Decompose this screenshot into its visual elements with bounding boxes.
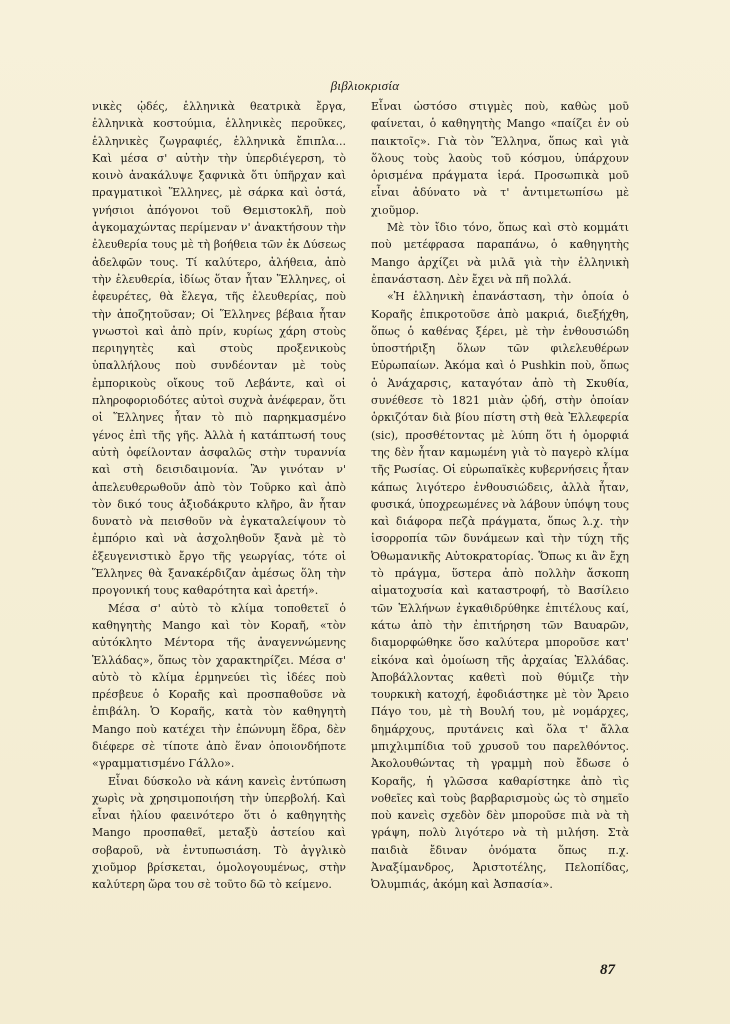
right-paragraph-3: «Ἡ ἑλληνικὴ ἐπανάσταση, τὴν ὁποία ὁ Κοραῆς ἐπικροτοῦσε ἀπὸ μακριά, διεξήχθη, ὅπως ὁ καθένας ξέρει, μὲ τὴν ἐνθουσιώδη ὑποστήριξη ὅλων τῶν φιλελευθέρων Εὐρωπαίων. Ἀκόμα καὶ ὁ Pushkin ποὺ, ὅπως ὁ Ἀνάχαρσις, καταγόταν ἀπὸ τὴ Σκυθία, συνέθεσε τὸ 1821 μιὰν ᾠδή, στὴν ὁποίαν ὁρκιζόταν διὰ βίου πίστη στὴ θεὰ Ἐλλεφερία (sic), προσθέτοντας μὲ λύπη ὅτι ἡ ὁμορφιά της δὲν ἦταν καμωμένη γιὰ τὸ παγερὸ κλίμα τῆς Ρωσίας. Οἱ εὐρωπαϊκὲς κυβερνήσεις ἦταν κάπως λιγότερο ἐνθουσιώδεις, ἀλλὰ ἦταν, φυσικά, ὑποχρεωμένες νὰ λάβουν ὑπόψη τους καὶ διάφορα πεζὰ πράγματα, ὅπως λ.χ. τὴν ἰσορροπία τῶν δυνάμεων καὶ τὴν τύχη τῆς Ὀθωμανικῆς Αὐτοκρατορίας. Ὅπως κι ἂν ἔχη τὸ πράγμα, ὕστερα ἀπὸ πολλὴν ἄσκοπη αἱματοχυσία καὶ καταστροφή, τὸ Βασίλειο τῶν Ἑλλήνων ἐγκαθιδρύθηκε ἐπιτέλους καί, κάτω ἀπὸ τὴν ἐπιτήρηση τῶν Βαυαρῶν, διαμορφώθηκε ὅσο καλύτερα μποροῦσε κατ' εἰκόνα καὶ ὁμοίωση τῆς ἀρχαίας Ἑλλάδας. Ἀποβάλλοντας καθετὶ ποὺ θύμιζε τὴν τουρκικὴ κατοχή, ἐφοδιάστηκε μὲ τὸν Ἄρειο Πάγο του, μὲ τὴ Βουλή του, μὲ νομάρχες, δημάρχους, πρυτάνεις καὶ ὅλα τ' ἄλλα μπιχλιμπίδια τοῦ χρυσοῦ του παρελθόντος. Ἀκολουθώντας τὴ γραμμὴ ποὺ ἔδωσε ὁ Κοραῆς, ἡ γλῶσσα καθαρίστηκε ἀπὸ τὶς νοθεῖες καὶ τοὺς βαρβαρισμοὺς ὡς τὸ σημεῖο ποὺ κανεὶς σχεδὸν δὲν μποροῦσε πιὰ νὰ τὴ γράψη, πολὺ λιγότερο νὰ τὴ μιλήση. Στὰ παιδιὰ ἔδιναν ὀνόματα ὅπως π.χ. Ἀναξίμανδρος, Ἀριστοτέλης, Πελοπίδας, Ὀλυμπιάς, ἀκόμη καὶ Ἀσπασία». xyxy=(371,290,629,892)
left-paragraph-3: Εἶναι δύσκολο νὰ κάνη κανεὶς ἐντύπωση χωρὶς νὰ χρησιμοποιήση τὴν ὑπερβολή. Καὶ εἶναι ἡλίου φαεινότερο ὅτι ὁ καθηγητὴς Mango προσπαθεῖ, μεταξὺ ἀστείου καὶ σοβαροῦ, νὰ ἐντυπωσιάση. Τὸ ἀγγλικὸ χιοῦμορ βρίσκεται, ὁμολογουμένως, στὴν καλύτερη ὥρα του σὲ τοῦτο δῶ τὸ κείμενο. xyxy=(92,774,346,892)
right-paragraph-1: Εἶναι ὡστόσο στιγμὲς ποὺ, καθὼς μοῦ φαίνεται, ὁ καθηγητὴς Mango «παίζει ἐν οὐ παικτοῖς». Γιὰ τὸν Ἕλληνα, ὅπως καὶ γιὰ ὅλους τοὺς λαοὺς τοῦ κόσμου, ὑπάρχουν ὁρισμένα πράγματα ἱερά. Προσωπικὰ μοῦ εἶναι ἀδύνατο νὰ τ' ἀντιμετωπίσω μὲ χιοῦμορ. xyxy=(371,100,629,217)
left-paragraph-1: νικὲς ᾠδές, ἑλληνικὰ θεατρικὰ ἔργα, ἑλληνικὰ κοστούμια, ἑλληνικὲς περοῦκες, ἑλληνικὲς ζωγραφιές, ἑλληνικὰ ἔπιπλα... Καὶ μέσα σ' αὐτὴν τὴν ὑπερδιέγερση, τὸ κοινὸ ἀνακάλυψε ξαφνικὰ ὅτι ὑπῆρχαν καὶ πραγματικοὶ Ἕλληνες, μὲ σάρκα καὶ ὀστά, γνήσιοι ἀπόγονοι τοῦ Θεμιστοκλῆ, ποὺ ἀγκομαχώντας περίμεναν ν' ἀνακτήσουν τὴν ἐλευθερία τους μὲ τὴ βοήθεια τῶν ἐκ Δύσεως ἀδελφῶν τους. Τί καλύτερο, ἀλήθεια, ἀπὸ τὴν ἐλευθερία, ἰδίως ὅταν ἦταν Ἕλληνες, οἱ ἐφευρέτες, θὰ ἔλεγα, τῆς ἐλευθερίας, ποὺ τὴν ἀποζητοῦσαν; Οἱ Ἕλληνες βέβαια ἦταν γνωστοὶ καὶ ἀπὸ πρίν, κυρίως χάρη στοὺς περιηγητὲς καὶ στοὺς προξενικοὺς ὑπαλλήλους ποὺ συνδέονταν μὲ τοὺς ἐμπορικοὺς οἴκους τοῦ Λεβάντε, καὶ οἱ πληροφοριοδότες αὐτοὶ συχνὰ ἀνέφεραν, ὅτι οἱ Ἕλληνες ἦταν τὸ πιὸ παρηκμασμένο γένος ἐπὶ τῆς γῆς. Ἀλλὰ ἡ κατάπτωσή τους αὐτὴ ὀφείλονταν ἀσφαλῶς στὴν τυραννία καὶ στὴ δεισιδαιμονία. Ἂν γινόταν ν' ἀπελευθερωθοῦν ἀπὸ τὸν Τοῦρκο καὶ ἀπὸ τὸν δικό τους ἀξιοδάκρυτο κλῆρο, ἂν ἦταν δυνατὸ νὰ πεισθοῦν νὰ ἐγκαταλείψουν τὸ ἐμπόριο καὶ νὰ ἀσχοληθοῦν ξανὰ μὲ τὸ ἐξευγενιστικὸ ἔργο τῆς γεωργίας, τότε οἱ Ἕλληνες θὰ ξανακέρδιζαν ἀμέσως ὅλη τὴν προγονική τους καθαρότητα καὶ ἀρετή». xyxy=(92,100,346,598)
page-number: 87 xyxy=(600,962,615,978)
right-column xyxy=(371,98,629,894)
right-paragraph-2: Μὲ τὸν ἴδιο τόνο, ὅπως καὶ στὸ κομμάτι ποὺ μετέφρασα παραπάνω, ὁ καθηγητὴς Mango ἀρχίζει νὰ μιλᾶ γιὰ τὴν ἑλληνικὴ ἐπανάσταση. Δὲν ἔχει νὰ πῆ πολλά. xyxy=(371,221,629,286)
running-head: βιβλιοκρισία xyxy=(330,78,400,93)
left-column xyxy=(92,98,346,894)
left-paragraph-2: Μέσα σ' αὐτὸ τὸ κλίμα τοποθετεῖ ὁ καθηγητὴς Mango καὶ τὸν Κοραῆ, «τὸν αὐτόκλητο Μέντορα τῆς ἀναγεννώμενης Ἑλλάδας», ὅπως τὸν χαρακτηρίζει. Μέσα σ' αὐτὸ τὸ κλίμα ἑρμηνεύει τὶς ἰδέες ποὺ πρέσβευε ὁ Κοραῆς καὶ προσπαθοῦσε νὰ ἐπιβάλη. Ὁ Κοραῆς, κατὰ τὸν καθηγητὴ Mango ποὺ κατέχει τὴν ἐπώνυμη ἕδρα, δὲν διέφερε σὲ τίποτε ἀπὸ ἕναν ὁποιονδήποτε «γραμματισμένο Γάλλο». xyxy=(92,601,346,771)
